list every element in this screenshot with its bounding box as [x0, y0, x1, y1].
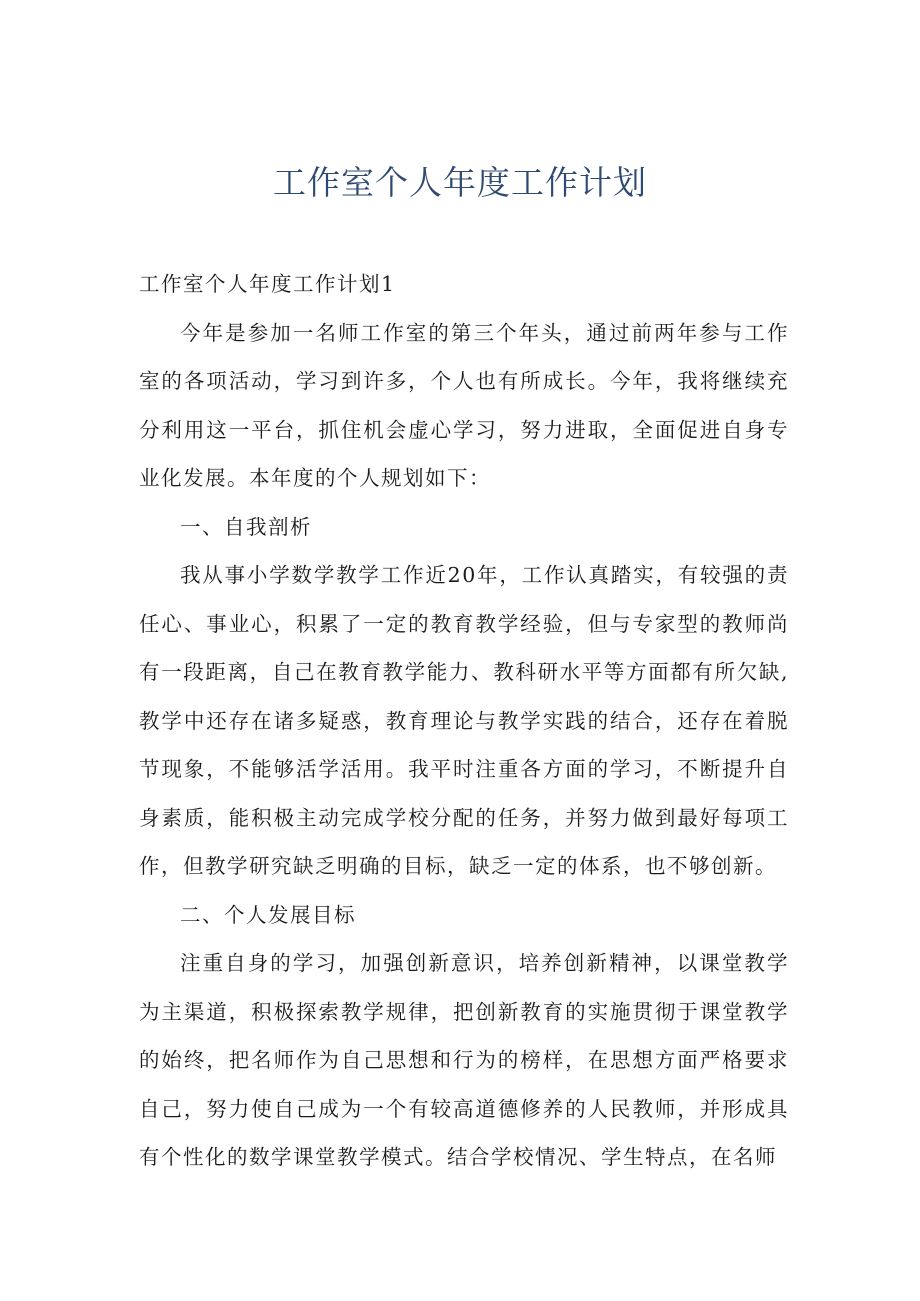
section-heading-self-analysis: 一、自我剖析 [180, 514, 312, 539]
paragraph-self-analysis: 我从事小学数学教学工作近20年，工作认真踏实，有较强的责任心、事业心，积累了一定的教育教学经验，但与专家型的教师尚有一段距离，自己在教育教学能力、教科研水平等方面都有所欠缺,教学中还存在诸多疑惑，教育理论与教学实践的结合，还存在着脱节现象，不能够活学活用。我平时注重各方面的学习，不断提升自身素质，能积极主动完成学校分配的任务，并努力做到最好每项工作，但教学研究缺乏明确的目标，缺乏一定的体系，也不够创新。 [139, 563, 789, 878]
document-title: 工作室个人年度工作计划 [273, 163, 647, 202]
section-subtitle: 工作室个人年度工作计划1 [139, 272, 396, 296]
paragraph-goals: 注重自身的学习，加强创新意识，培养创新精神，以课堂教学为主渠道，积极探索教学规律，把创新教育的实施贯彻于课堂教学的始终，把名师作为自己思想和行为的榜样，在思想方面严格要求自己，努力使自己成为一个有较高道德修养的人民教师，并形成具有个性化的数学课堂教学模式。结合学校情况、学生特点，在名师 [139, 951, 789, 1169]
document-body [139, 260, 789, 1182]
section-heading-goals: 二、个人发展目标 [180, 902, 356, 927]
paragraph-intro: 今年是参加一名师工作室的第三个年头，通过前两年参与工作室的各项活动，学习到许多，个人也有所成长。今年，我将继续充分利用这一平台，抓住机会虚心学习，努力进取，全面促进自身专业化发展。本年度的个人规划如下： [139, 320, 789, 490]
